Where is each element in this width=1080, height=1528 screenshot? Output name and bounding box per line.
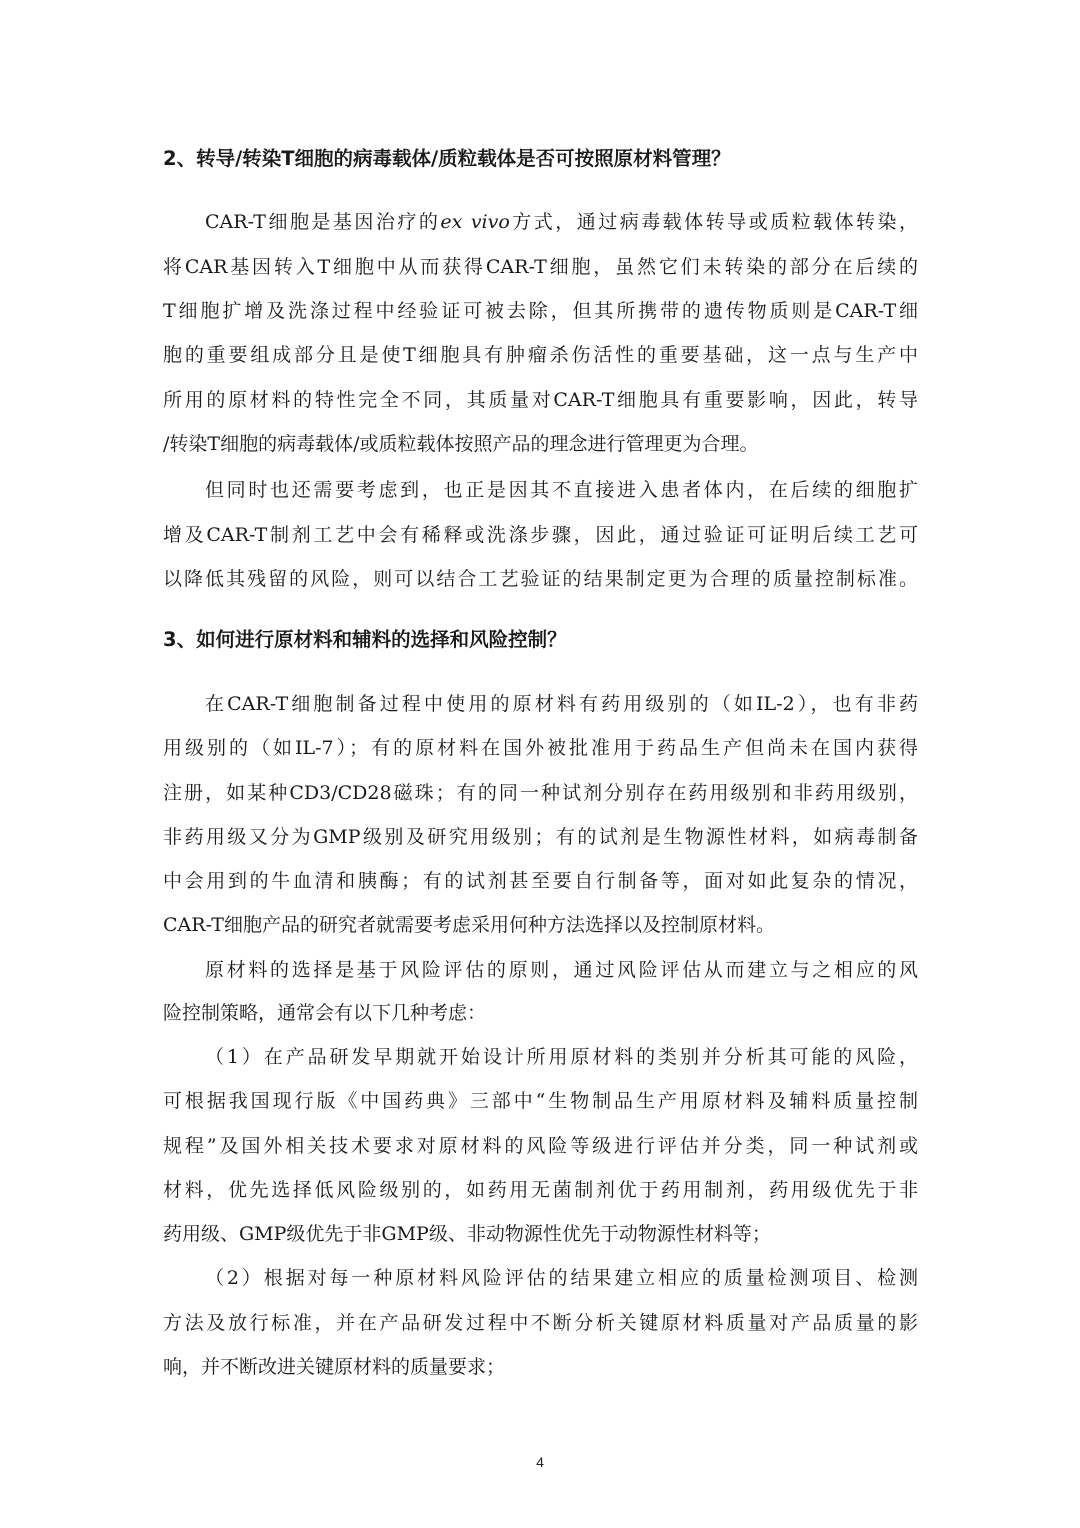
text-line: CAR-T细胞产品的研究者就需要考虑采用何种方法选择以及控制原材料。 <box>163 914 775 936</box>
text-line: 响，并不断改进关键原材料的质量要求； <box>163 1356 506 1378</box>
text-line: 增及CAR-T制剂工艺中会有稀释或洗涤步骤，因此，通过验证可证明后续工艺可 <box>163 524 918 546</box>
text-line: T细胞扩增及洗涤过程中经验证可被去除，但其所携带的遗传物质则是CAR-T细 <box>163 300 918 322</box>
text-line: 方法及放行标准，并在产品研发过程中不断分析关键原材料质量对产品质量的影 <box>163 1312 918 1334</box>
section-heading: 2、转导/转染T细胞的病毒载体/质粒载体是否可按照原材料管理？ <box>163 147 731 170</box>
section-heading: 3、如何进行原材料和辅料的选择和风险控制？ <box>163 628 567 651</box>
text-line: 非药用级又分为GMP级别及研究用级别；有的试剂是生物源性材料，如病毒制备 <box>163 826 918 848</box>
text-line: /转染T细胞的病毒载体/或质粒载体按照产品的理念进行管理更为合理。 <box>163 433 759 455</box>
text-line: 险控制策略，通常会有以下几种考虑： <box>163 1002 487 1024</box>
text-line: 以降低其残留的风险，则可以结合工艺验证的结果制定更为合理的质量控制标准。 <box>163 568 918 590</box>
text-line: 所用的原材料的特性完全不同，其质量对CAR-T细胞具有重要影响，因此，转导 <box>163 389 918 411</box>
text-line: 胞的重要组成部分且是使T细胞具有肿瘤杀伤活性的重要基础，这一点与生产中 <box>163 344 918 366</box>
page-number: 4 <box>536 1454 544 1470</box>
text-line: 注册，如某种CD3/CD28磁珠；有的同一种试剂分别存在药用级别和非药用级别， <box>163 782 918 804</box>
text-line: 材料，优先选择低风险级别的，如药用无菌制剂优于药用制剂，药用级优先于非 <box>163 1179 918 1201</box>
text-line: （1）在产品研发早期就开始设计所用原材料的类别并分析其可能的风险， <box>205 1046 918 1068</box>
text-line: 将CAR基因转入T细胞中从而获得CAR-T细胞，虽然它们未转染的部分在后续的 <box>163 256 918 278</box>
text-line: 但同时也还需要考虑到，也正是因其不直接进入患者体内，在后续的细胞扩 <box>205 479 918 501</box>
text-line: 中会用到的牛血清和胰酶；有的试剂甚至要自行制备等，面对如此复杂的情况， <box>163 870 918 892</box>
text-line: 在CAR-T细胞制备过程中使用的原材料有药用级别的（如IL-2），也有非药 <box>205 693 918 715</box>
text-line: 用级别的（如IL-7）；有的原材料在国外被批准用于药品生产但尚未在国内获得 <box>163 737 918 759</box>
text-line: CAR-T细胞是基因治疗的ex vivo方式，通过病毒载体转导或质粒载体转染， <box>205 211 918 233</box>
text-line: 原材料的选择是基于风险评估的原则，通过风险评估从而建立与之相应的风 <box>205 959 918 981</box>
text-line: 规程”及国外相关技术要求对原材料的风险等级进行评估并分类，同一种试剂或 <box>163 1135 918 1157</box>
text-line: 药用级、GMP级优先于非GMP级、非动物源性优先于动物源性材料等； <box>163 1223 771 1245</box>
text-line: 可根据我国现行版《中国药典》三部中“生物制品生产用原材料及辅料质量控制 <box>163 1090 918 1112</box>
text-line: （2）根据对每一种原材料风险评估的结果建立相应的质量检测项目、检测 <box>205 1267 918 1289</box>
